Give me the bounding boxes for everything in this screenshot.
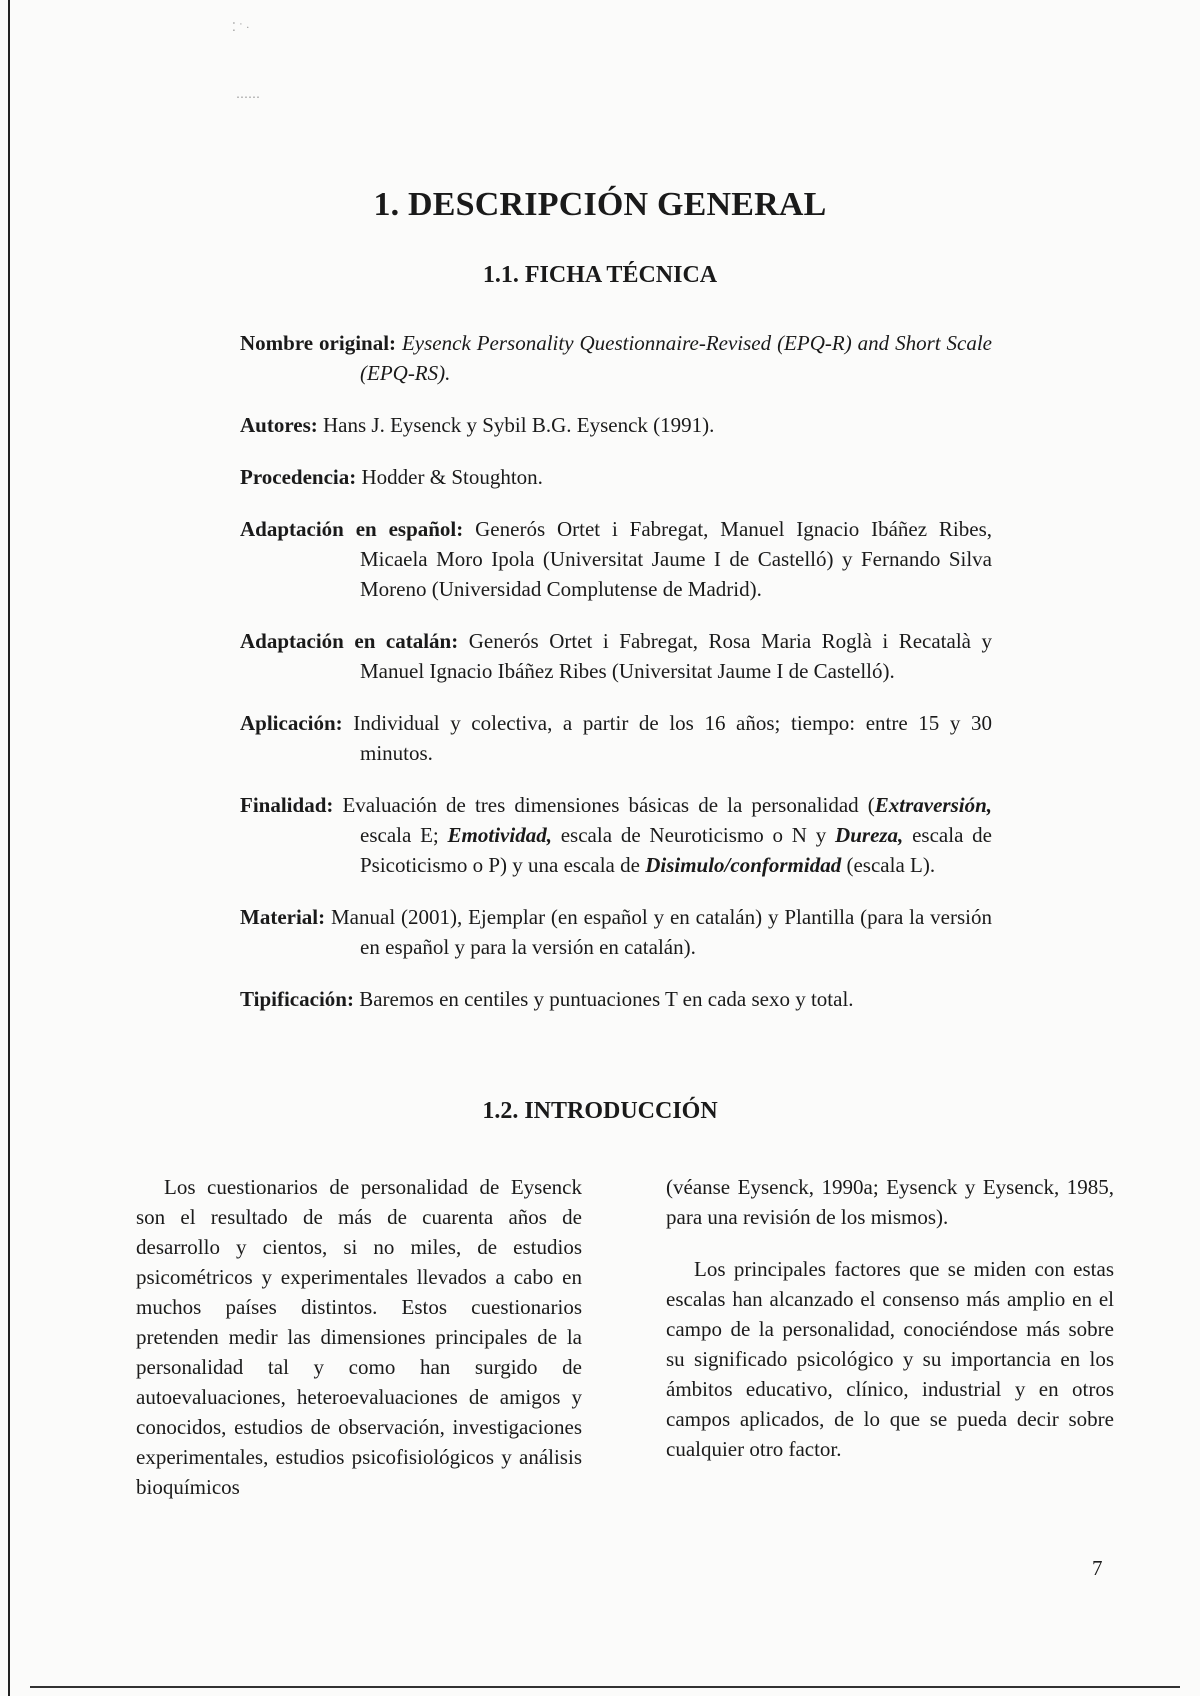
field-label: Aplicación: xyxy=(240,711,343,735)
field-procedencia xyxy=(240,462,992,492)
field-value: Generós Ortet i Fabregat, Rosa Maria Roglà i Recatalà y Manuel Ignacio Ibáñez Ribes (Universitat Jaume I de Castelló). xyxy=(360,629,993,683)
field-tipificacion xyxy=(240,984,992,1014)
field-value: Individual y colectiva, a partir de los 16 años; tiempo: entre 15 y 30 minutos. xyxy=(353,711,993,765)
section-heading-introduccion: 1.2. INTRODUCCIÓN xyxy=(482,1098,718,1124)
field-autores xyxy=(240,410,992,440)
field-label: Nombre original: xyxy=(240,331,397,355)
field-value: escala de Neuroticismo o N y xyxy=(551,823,836,847)
term-disimulo: Disimulo/conformidad xyxy=(645,853,842,877)
scan-left-edge xyxy=(8,0,10,1696)
term-emotividad: Emotividad, xyxy=(447,823,552,847)
field-label: Finalidad: xyxy=(240,793,334,817)
intro-paragraph: Los cuestionarios de personalidad de Eysenck son el resultado de más de cuarenta años de desarrollo y cientos, si no miles, de estudios psicométricos y experimentales llevados a cabo en muchos países distintos. Estos cuestionarios pretenden medir las dimensiones principales de la personalidad tal y como han surgido de autoevaluaciones, heteroevaluaciones de amigos y conocidos, estudios de observación, investigaciones experimentales, estudios psicofisiológicos y análisis bioquímicos xyxy=(136,1175,582,1499)
scan-mark: ⋯⋯ xyxy=(236,90,260,104)
field-value: Evaluación de tres dimensiones básicas de la personalidad ( xyxy=(342,793,875,817)
intro-column-right xyxy=(666,1172,1114,1486)
field-label: Material: xyxy=(240,905,326,929)
scan-mark: ⁚ ˙ · xyxy=(232,20,250,34)
field-label: Adaptación en catalán: xyxy=(240,629,459,653)
field-value: Baremos en centiles y puntuaciones T en cada sexo y total. xyxy=(359,987,854,1011)
field-material xyxy=(240,902,992,962)
page-title: 1. DESCRIPCIÓN GENERAL xyxy=(373,186,827,223)
field-value: Generós Ortet i Fabregat, Manuel Ignacio Ibáñez Ribes, Micaela Moro Ipola (Universitat Jaume I de Castelló) y Fernando Silva Moreno (Universidad Complutense de Madrid). xyxy=(360,517,993,601)
field-aplicacion xyxy=(240,708,992,768)
field-finalidad xyxy=(240,790,992,880)
field-value: (escala L). xyxy=(841,853,936,877)
term-extraversion: Extraversión, xyxy=(874,793,993,817)
field-value: Eysenck Personality Questionnaire-Revised (EPQ-R) and Short Scale (EPQ-RS). xyxy=(360,331,992,385)
page-number: 7 xyxy=(1092,1556,1103,1580)
intro-column-left xyxy=(136,1172,582,1524)
term-dureza: Dureza, xyxy=(835,823,904,847)
field-adaptacion-espanol xyxy=(240,514,992,604)
scan-bottom-edge xyxy=(30,1686,1180,1688)
field-value: Hans J. Eysenck y Sybil B.G. Eysenck (1991). xyxy=(323,413,715,437)
field-value: escala de Psicoticismo o P) y una escala de xyxy=(360,823,992,877)
field-label: Tipificación: xyxy=(240,987,354,1011)
field-nombre-original xyxy=(240,328,992,388)
field-label: Procedencia: xyxy=(240,465,357,489)
field-label: Adaptación en español: xyxy=(240,517,464,541)
field-label: Autores: xyxy=(240,413,318,437)
intro-paragraph: (véanse Eysenck, 1990a; Eysenck y Eysenck, 1985, para una revisión de los mismos). xyxy=(666,1175,1114,1229)
intro-paragraph: Los principales factores que se miden con estas escalas han alcanzado el consenso más amplio en el campo de la personalidad, conociéndose más sobre su significado psicológico y su importancia en los ámbitos educativo, clínico, industrial y en otros campos aplicados, de lo que se pueda decir sobre cualquier otro factor. xyxy=(666,1257,1114,1461)
field-value: escala E; xyxy=(360,823,448,847)
section-heading-ficha: 1.1. FICHA TÉCNICA xyxy=(482,262,718,288)
technical-sheet xyxy=(240,328,992,1036)
field-value: Hodder & Stoughton. xyxy=(361,465,543,489)
field-value: Manual (2001), Ejemplar (en español y en catalán) y Plantilla (para la versión en español y para la versión en catalán). xyxy=(331,905,993,959)
field-adaptacion-catalan xyxy=(240,626,992,686)
